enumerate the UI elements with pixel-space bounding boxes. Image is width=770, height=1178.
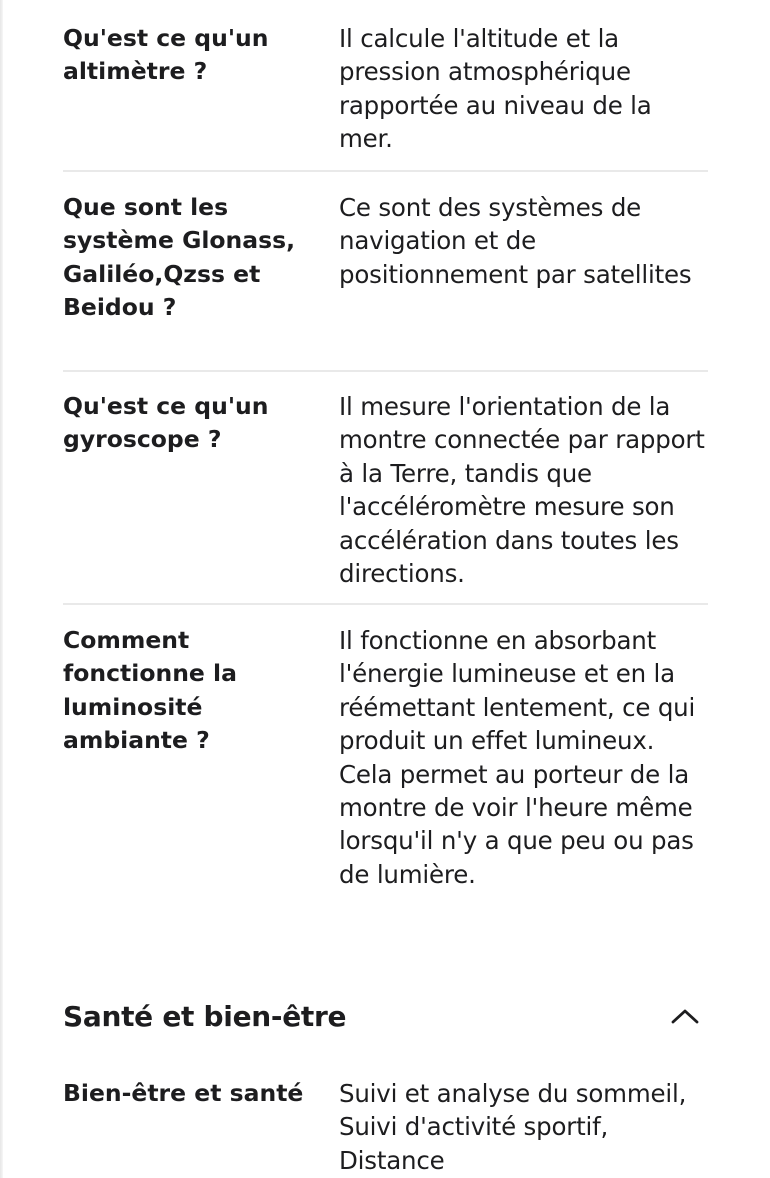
chevron-up-icon[interactable]	[668, 999, 702, 1033]
left-edge-shadow	[0, 0, 3, 1178]
spec-value: Suivi et analyse du sommeil, Suivi d'activité sportif, Distance	[339, 1079, 687, 1175]
faq-list	[63, 0, 708, 910]
faq-question: Comment fonctionne la luminosité ambiante ?	[63, 626, 237, 755]
spec-row-wellbeing	[63, 1077, 708, 1177]
faq-row-ambient-light	[63, 605, 708, 910]
faq-question: Qu'est ce qu'un gyroscope ?	[63, 392, 269, 454]
faq-answer: Il fonctionne en absorbant l'énergie lumineuse et en la réémettant lentement, ce qui produit un effet lumineux. Cela permet au porteur de la montre de voir l'heure même lorsqu'il n'y a que peu ou pas de lumière.	[339, 626, 696, 889]
spec-label: Bien-être et santé	[63, 1079, 304, 1107]
section-header-health[interactable]	[63, 990, 708, 1042]
faq-answer: Ce sont des systèmes de navigation et de positionnement par satellites	[339, 193, 692, 289]
faq-question: Qu'est ce qu'un altimètre ?	[63, 24, 269, 86]
faq-answer: Il mesure l'orientation de la montre connectée par rapport à la Terre, tandis que l'accéléromètre mesure son accélération dans toutes les directions.	[339, 392, 705, 589]
faq-answer: Il calcule l'altitude et la pression atmosphérique rapportée au niveau de la mer.	[339, 24, 652, 154]
section-title: Santé et bien-être	[63, 999, 347, 1033]
faq-row-altimeter	[63, 0, 708, 172]
faq-row-gyroscope	[63, 372, 708, 605]
faq-question: Que sont les système Glonass, Galiléo,Qzss et Beidou ?	[63, 193, 296, 322]
faq-row-gnss	[63, 172, 708, 372]
